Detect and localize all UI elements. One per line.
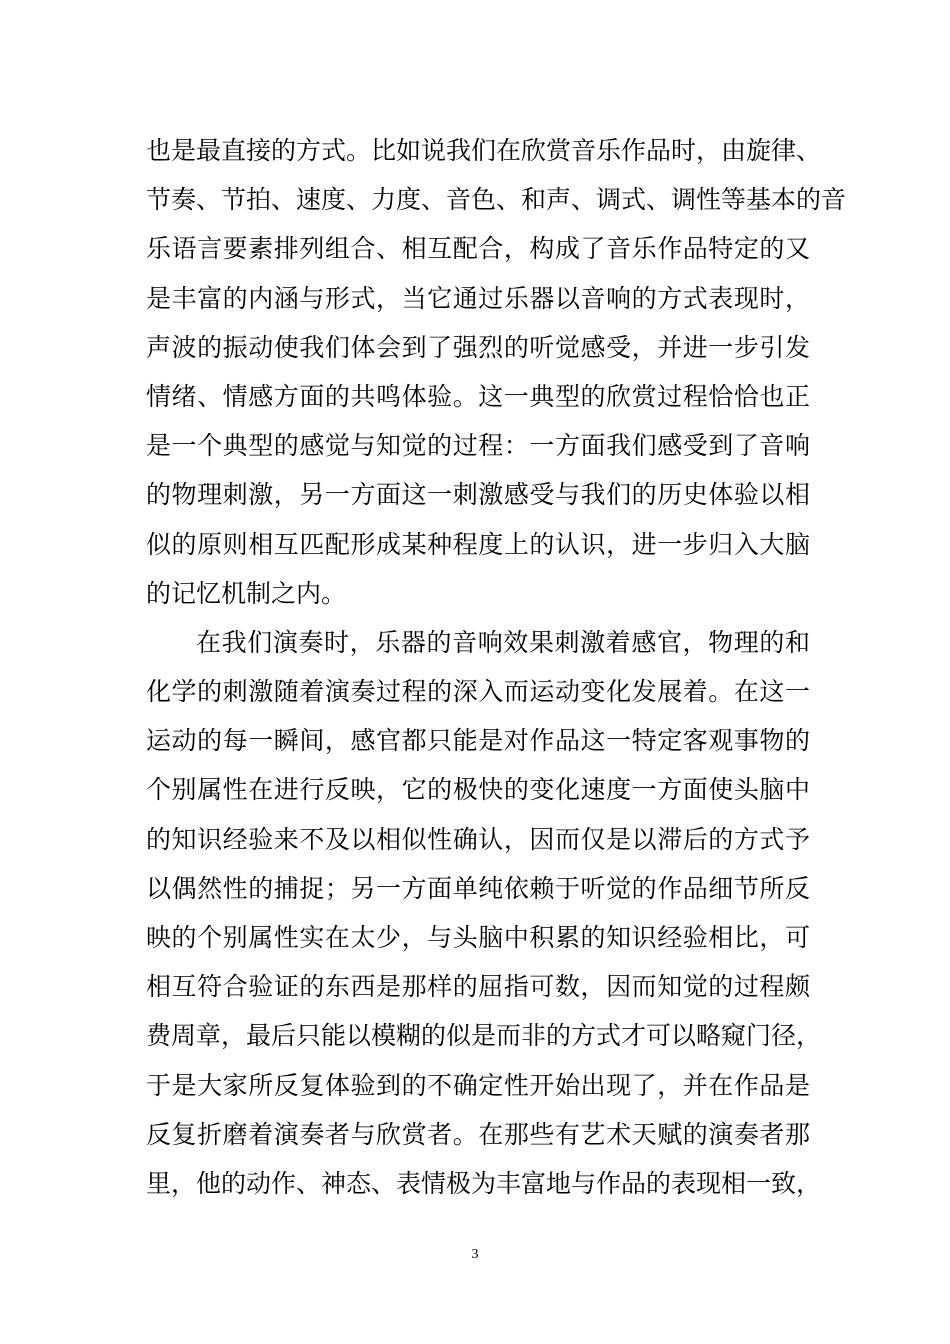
text-line: 声波的振动使我们体会到了强烈的听觉感受，并进一步引发 bbox=[146, 332, 810, 362]
text-line: 是一个典型的感觉与知觉的过程：一方面我们感受到了音响 bbox=[146, 431, 810, 461]
text-line: 里，他的动作、神态、表情极为丰富地与作品的表现相一致， bbox=[146, 1168, 822, 1198]
text-line: 的物理刺激，另一方面这一刺激感受与我们的历史体验以相 bbox=[146, 480, 810, 510]
text-line: 以偶然性的捕捉；另一方面单纯依赖于听觉的作品细节所反 bbox=[146, 873, 810, 903]
text-line: 运动的每一瞬间，感官都只能是对作品这一特定客观事物的 bbox=[146, 726, 810, 756]
text-line: 情绪、情感方面的共鸣体验。这一典型的欣赏过程恰恰也正 bbox=[146, 381, 810, 411]
body-text bbox=[146, 126, 847, 1208]
text-line: 的记忆机制之内。 bbox=[146, 578, 347, 608]
text-line: 相互符合验证的东西是那样的屈指可数，因而知觉的过程颇 bbox=[146, 972, 810, 1002]
text-line: 的知识经验来不及以相似性确认，因而仅是以滞后的方式予 bbox=[146, 824, 810, 854]
text-line: 也是最直接的方式。比如说我们在欣赏音乐作品时，由旋律、 bbox=[146, 136, 822, 165]
page-number: 3 bbox=[471, 1247, 479, 1262]
text-line: 在我们演奏时，乐器的音响效果刺激着感官，物理的和 bbox=[196, 627, 810, 657]
text-line: 似的原则相互匹配形成某种程度上的认识，进一步归入大脑 bbox=[146, 529, 810, 559]
text-line: 费周章，最后只能以模糊的似是而非的方式才可以略窥门径， bbox=[146, 1021, 822, 1051]
paragraph bbox=[146, 618, 822, 1208]
text-line: 是丰富的内涵与形式，当它通过乐器以音响的方式表现时， bbox=[146, 283, 810, 313]
text-line: 化学的刺激随着演奏过程的深入而运动变化发展着。在这一 bbox=[146, 677, 810, 707]
text-line: 于是大家所反复体验到的不确定性开始出现了，并在作品是 bbox=[146, 1070, 810, 1100]
text-line: 节奏、节拍、速度、力度、音色、和声、调式、调性等基本的音 bbox=[146, 185, 847, 215]
text-line: 映的个别属性实在太少，与头脑中积累的知识经验相比，可 bbox=[146, 923, 810, 952]
paragraph bbox=[146, 126, 847, 618]
text-line: 反复折磨着演奏者与欣赏者。在那些有艺术天赋的演奏者那 bbox=[146, 1119, 810, 1149]
text-line: 乐语言要素排列组合、相互配合，构成了音乐作品特定的又 bbox=[146, 234, 810, 264]
text-line: 个别属性在进行反映，它的极快的变化速度一方面使头脑中 bbox=[146, 775, 810, 805]
